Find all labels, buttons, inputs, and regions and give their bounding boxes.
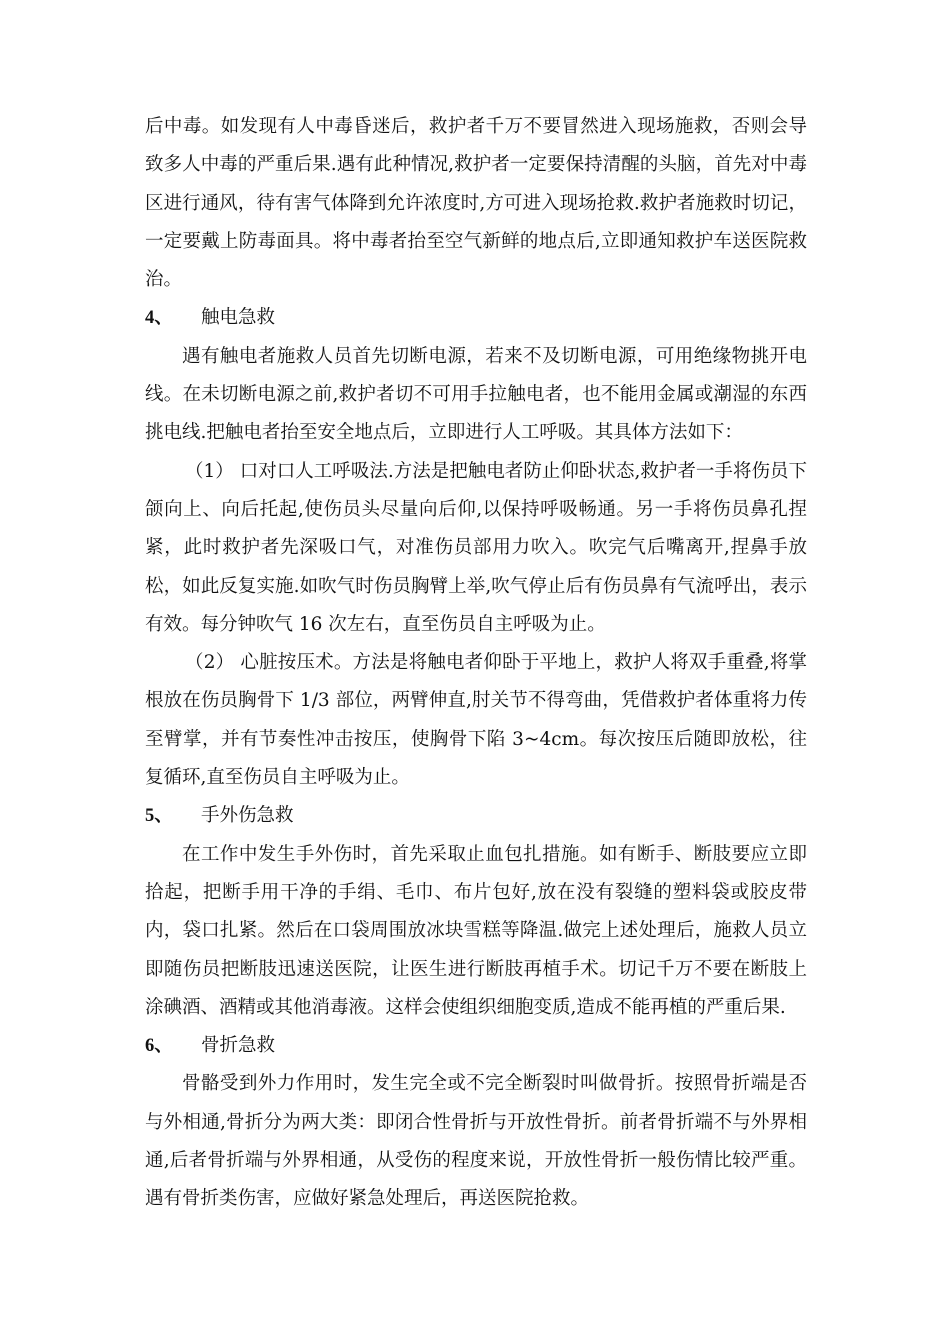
- body-paragraph: 骨骼受到外力作用时，发生完全或不完全断裂时叫做骨折。按照骨折端是否与外相通,骨折分为两大类：即闭合性骨折与开放性骨折。前者骨折端不与外界相通,后者骨折端与外界相通，从受伤的程度来说，开放性骨折一般伤情比较严重。遇有骨折类伤害，应做好紧急处理后，再送医院抢救。: [145, 1073, 807, 1210]
- body-paragraph: 遇有触电者施救人员首先切断电源，若来不及切断电源，可用绝缘物挑开电线。在未切断电源之前,救护者切不可用手拉触电者，也不能用金属或潮湿的东西挑电线.把触电者抬至安全地点后，立即进行人工呼吸。其具体方法如下：: [145, 345, 807, 444]
- section-title: 骨折急救: [201, 1035, 276, 1057]
- section-title: 手外伤急救: [201, 805, 294, 827]
- section-heading-electric-shock: [145, 299, 807, 337]
- section-number: 5、: [145, 806, 173, 827]
- intro-paragraph: 后中毒。如发现有人中毒昏迷后，救护者千万不要冒然进入现场施救，否则会导致多人中毒的严重后果.遇有此种情况,救护者一定要保持清醒的头脑，首先对中毒区进行通风，待有害气体降到允许浓度时,方可进入现场抢救.救护者施救时切记，一定要戴上防毒面具。将中毒者抬至空气新鲜的地点后,立即通知救护车送医院救治。: [145, 116, 807, 291]
- sub-item-paragraph: （1） 口对口人工呼吸法.方法是把触电者防止仰卧状态,救护者一手将伤员下颌向上、向后托起,使伤员头尽量向后仰,以保持呼吸畅通。另一手将伤员鼻孔捏紧，此时救护者先深吸口气，对准伤员部用力吹入。吹完气后嘴离开,捏鼻手放松，如此反复实施.如吹气时伤员胸臂上举,吹气停止后有伤员鼻有气流呼出，表示有效。每分钟吹气 16 次左右，直至伤员自主呼吸为止。: [145, 460, 807, 635]
- section-number: 6、: [145, 1036, 173, 1057]
- section-number: 4、: [145, 308, 173, 329]
- section-heading-hand-injury: [145, 797, 807, 835]
- document-body: [145, 108, 807, 1219]
- sub-item-paragraph: （2） 心脏按压术。方法是将触电者仰卧于平地上，救护人将双手重叠,将掌根放在伤员胸骨下 1/3 部位，两臂伸直,肘关节不得弯曲，凭借救护者体重将力传至臂掌，并有节奏性冲击按压，使胸骨下陷 3~4cm。每次按压后随即放松，往复循环,直至伤员自主呼吸为止。: [145, 652, 807, 789]
- section-title: 触电急救: [201, 307, 276, 329]
- section-heading-fracture: [145, 1027, 807, 1065]
- body-paragraph: 在工作中发生手外伤时，首先采取止血包扎措施。如有断手、断肢要应立即拾起，把断手用干净的手绢、毛巾、布片包好,放在没有裂缝的塑料袋或胶皮带内，袋口扎紧。然后在口袋周围放冰块雪糕等降温.做完上述处理后，施救人员立即随伤员把断肢迅速送医院，让医生进行断肢再植手术。切记千万不要在断肢上涂碘酒、酒精或其他消毒液。这样会使组织细胞变质,造成不能再植的严重后果.: [145, 843, 807, 1018]
